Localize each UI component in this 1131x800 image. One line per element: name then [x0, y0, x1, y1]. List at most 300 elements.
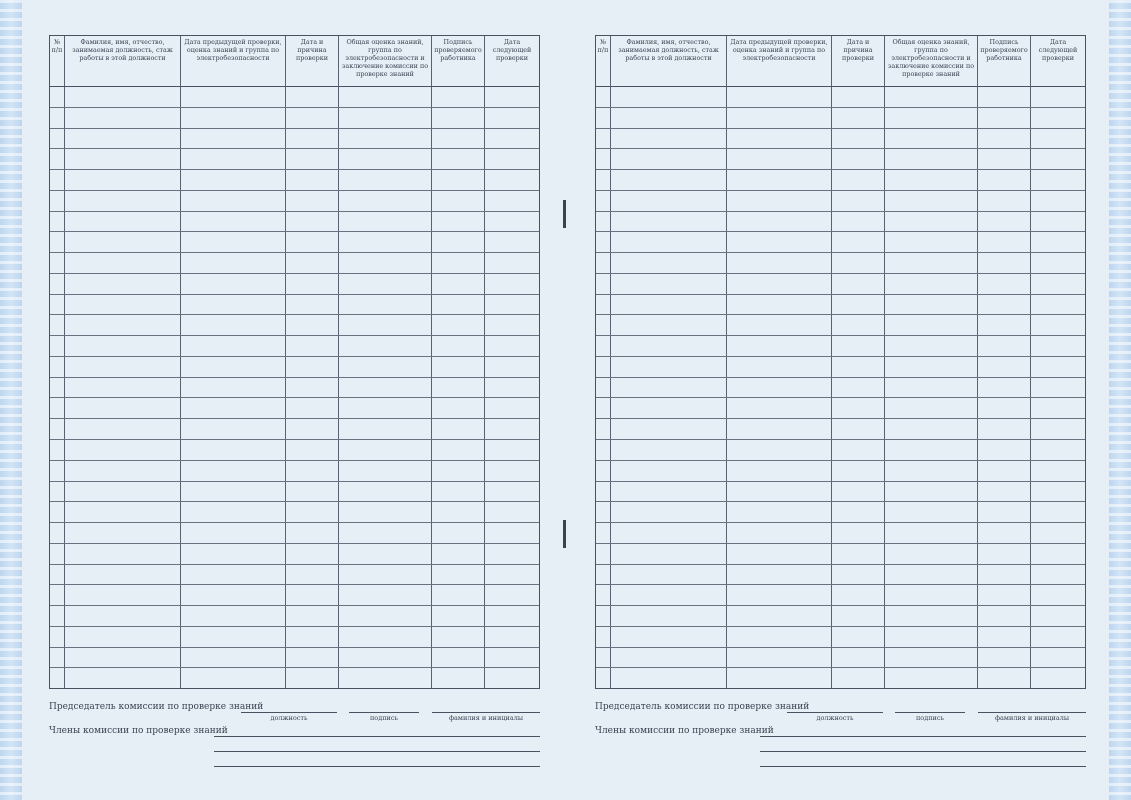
cell-check-date-reason[interactable] — [286, 191, 339, 211]
cell-overall-assessment[interactable] — [339, 191, 432, 211]
cell-name-position[interactable] — [65, 253, 181, 273]
cell-worker-signature[interactable] — [978, 149, 1031, 169]
cell-previous-check[interactable] — [181, 585, 286, 605]
cell-overall-assessment[interactable] — [885, 461, 978, 481]
cell-next-check[interactable] — [485, 274, 539, 294]
cell-next-check[interactable] — [485, 191, 539, 211]
cell-worker-signature[interactable] — [432, 212, 485, 232]
cell-previous-check[interactable] — [181, 108, 286, 128]
cell-next-check[interactable] — [1031, 585, 1085, 605]
cell-check-date-reason[interactable] — [286, 129, 339, 149]
cell-worker-signature[interactable] — [432, 461, 485, 481]
cell-previous-check[interactable] — [181, 149, 286, 169]
cell-previous-check[interactable] — [727, 253, 832, 273]
cell-check-date-reason[interactable] — [286, 149, 339, 169]
chair-name-line[interactable] — [978, 712, 1086, 713]
cell-check-date-reason[interactable] — [286, 336, 339, 356]
cell-name-position[interactable] — [611, 191, 727, 211]
cell-check-date-reason[interactable] — [286, 627, 339, 647]
cell-name-position[interactable] — [611, 212, 727, 232]
cell-next-check[interactable] — [485, 627, 539, 647]
cell-name-position[interactable] — [611, 627, 727, 647]
cell-overall-assessment[interactable] — [339, 523, 432, 543]
cell-next-check[interactable] — [485, 440, 539, 460]
cell-previous-check[interactable] — [727, 440, 832, 460]
cell-number[interactable] — [50, 191, 65, 211]
cell-check-date-reason[interactable] — [832, 149, 885, 169]
cell-overall-assessment[interactable] — [339, 149, 432, 169]
cell-previous-check[interactable] — [181, 461, 286, 481]
cell-overall-assessment[interactable] — [339, 274, 432, 294]
cell-overall-assessment[interactable] — [339, 502, 432, 522]
cell-worker-signature[interactable] — [432, 108, 485, 128]
cell-check-date-reason[interactable] — [832, 482, 885, 502]
cell-check-date-reason[interactable] — [286, 502, 339, 522]
cell-check-date-reason[interactable] — [832, 419, 885, 439]
cell-name-position[interactable] — [611, 461, 727, 481]
cell-number[interactable] — [50, 627, 65, 647]
cell-number[interactable] — [50, 170, 65, 190]
cell-name-position[interactable] — [65, 357, 181, 377]
cell-check-date-reason[interactable] — [286, 398, 339, 418]
cell-worker-signature[interactable] — [978, 502, 1031, 522]
cell-overall-assessment[interactable] — [885, 668, 978, 688]
cell-next-check[interactable] — [485, 668, 539, 688]
cell-previous-check[interactable] — [181, 627, 286, 647]
cell-worker-signature[interactable] — [978, 191, 1031, 211]
members-line-2[interactable] — [214, 751, 540, 752]
cell-name-position[interactable] — [611, 502, 727, 522]
cell-previous-check[interactable] — [181, 232, 286, 252]
cell-number[interactable] — [596, 336, 611, 356]
chair-name-line[interactable] — [432, 712, 540, 713]
cell-worker-signature[interactable] — [978, 87, 1031, 107]
cell-worker-signature[interactable] — [432, 170, 485, 190]
cell-next-check[interactable] — [1031, 378, 1085, 398]
cell-next-check[interactable] — [1031, 170, 1085, 190]
cell-worker-signature[interactable] — [978, 440, 1031, 460]
cell-name-position[interactable] — [611, 129, 727, 149]
members-line-1[interactable] — [760, 736, 1086, 737]
cell-number[interactable] — [596, 378, 611, 398]
cell-check-date-reason[interactable] — [286, 108, 339, 128]
cell-worker-signature[interactable] — [978, 357, 1031, 377]
cell-name-position[interactable] — [611, 523, 727, 543]
cell-check-date-reason[interactable] — [832, 565, 885, 585]
cell-check-date-reason[interactable] — [832, 212, 885, 232]
cell-overall-assessment[interactable] — [885, 336, 978, 356]
cell-name-position[interactable] — [611, 398, 727, 418]
cell-number[interactable] — [596, 398, 611, 418]
cell-name-position[interactable] — [65, 108, 181, 128]
cell-number[interactable] — [50, 502, 65, 522]
cell-check-date-reason[interactable] — [832, 461, 885, 481]
cell-name-position[interactable] — [65, 565, 181, 585]
cell-check-date-reason[interactable] — [832, 108, 885, 128]
cell-next-check[interactable] — [485, 502, 539, 522]
cell-next-check[interactable] — [485, 315, 539, 335]
cell-name-position[interactable] — [611, 295, 727, 315]
cell-previous-check[interactable] — [727, 129, 832, 149]
cell-number[interactable] — [596, 253, 611, 273]
cell-check-date-reason[interactable] — [832, 627, 885, 647]
cell-previous-check[interactable] — [181, 274, 286, 294]
cell-worker-signature[interactable] — [978, 212, 1031, 232]
cell-overall-assessment[interactable] — [885, 523, 978, 543]
cell-number[interactable] — [50, 108, 65, 128]
cell-overall-assessment[interactable] — [339, 544, 432, 564]
cell-overall-assessment[interactable] — [339, 482, 432, 502]
cell-previous-check[interactable] — [727, 170, 832, 190]
cell-name-position[interactable] — [65, 482, 181, 502]
cell-worker-signature[interactable] — [432, 87, 485, 107]
cell-name-position[interactable] — [611, 108, 727, 128]
cell-overall-assessment[interactable] — [885, 274, 978, 294]
cell-name-position[interactable] — [65, 419, 181, 439]
cell-overall-assessment[interactable] — [339, 461, 432, 481]
cell-worker-signature[interactable] — [978, 170, 1031, 190]
cell-number[interactable] — [50, 544, 65, 564]
cell-name-position[interactable] — [65, 440, 181, 460]
cell-next-check[interactable] — [1031, 440, 1085, 460]
cell-previous-check[interactable] — [727, 87, 832, 107]
cell-overall-assessment[interactable] — [339, 357, 432, 377]
cell-check-date-reason[interactable] — [286, 606, 339, 626]
cell-check-date-reason[interactable] — [832, 253, 885, 273]
cell-check-date-reason[interactable] — [832, 668, 885, 688]
cell-number[interactable] — [596, 129, 611, 149]
cell-overall-assessment[interactable] — [339, 398, 432, 418]
cell-number[interactable] — [50, 129, 65, 149]
cell-next-check[interactable] — [1031, 108, 1085, 128]
cell-overall-assessment[interactable] — [885, 544, 978, 564]
cell-worker-signature[interactable] — [432, 440, 485, 460]
cell-previous-check[interactable] — [727, 606, 832, 626]
cell-previous-check[interactable] — [181, 565, 286, 585]
cell-name-position[interactable] — [65, 129, 181, 149]
cell-worker-signature[interactable] — [432, 482, 485, 502]
cell-previous-check[interactable] — [181, 315, 286, 335]
cell-number[interactable] — [596, 149, 611, 169]
cell-check-date-reason[interactable] — [286, 544, 339, 564]
cell-overall-assessment[interactable] — [885, 315, 978, 335]
cell-overall-assessment[interactable] — [885, 170, 978, 190]
cell-check-date-reason[interactable] — [832, 170, 885, 190]
cell-previous-check[interactable] — [727, 108, 832, 128]
cell-worker-signature[interactable] — [432, 378, 485, 398]
cell-number[interactable] — [50, 336, 65, 356]
cell-number[interactable] — [50, 482, 65, 502]
cell-overall-assessment[interactable] — [339, 212, 432, 232]
cell-number[interactable] — [50, 440, 65, 460]
cell-next-check[interactable] — [1031, 461, 1085, 481]
cell-number[interactable] — [596, 523, 611, 543]
cell-next-check[interactable] — [485, 108, 539, 128]
cell-check-date-reason[interactable] — [286, 461, 339, 481]
cell-next-check[interactable] — [1031, 398, 1085, 418]
cell-previous-check[interactable] — [181, 87, 286, 107]
cell-name-position[interactable] — [611, 336, 727, 356]
cell-next-check[interactable] — [485, 253, 539, 273]
cell-worker-signature[interactable] — [432, 129, 485, 149]
cell-next-check[interactable] — [485, 357, 539, 377]
cell-worker-signature[interactable] — [978, 523, 1031, 543]
cell-previous-check[interactable] — [727, 419, 832, 439]
cell-name-position[interactable] — [611, 87, 727, 107]
cell-next-check[interactable] — [1031, 544, 1085, 564]
cell-worker-signature[interactable] — [978, 606, 1031, 626]
cell-name-position[interactable] — [611, 170, 727, 190]
cell-overall-assessment[interactable] — [339, 606, 432, 626]
cell-worker-signature[interactable] — [432, 565, 485, 585]
cell-next-check[interactable] — [1031, 253, 1085, 273]
cell-name-position[interactable] — [65, 502, 181, 522]
cell-name-position[interactable] — [65, 191, 181, 211]
cell-previous-check[interactable] — [727, 461, 832, 481]
cell-number[interactable] — [50, 648, 65, 668]
cell-check-date-reason[interactable] — [286, 419, 339, 439]
cell-worker-signature[interactable] — [432, 648, 485, 668]
cell-overall-assessment[interactable] — [885, 87, 978, 107]
cell-next-check[interactable] — [1031, 129, 1085, 149]
cell-name-position[interactable] — [65, 668, 181, 688]
cell-overall-assessment[interactable] — [885, 419, 978, 439]
cell-overall-assessment[interactable] — [885, 253, 978, 273]
cell-next-check[interactable] — [485, 544, 539, 564]
cell-next-check[interactable] — [1031, 315, 1085, 335]
cell-overall-assessment[interactable] — [885, 108, 978, 128]
cell-name-position[interactable] — [65, 212, 181, 232]
cell-name-position[interactable] — [611, 544, 727, 564]
cell-previous-check[interactable] — [181, 440, 286, 460]
cell-number[interactable] — [596, 461, 611, 481]
cell-number[interactable] — [50, 295, 65, 315]
cell-worker-signature[interactable] — [432, 232, 485, 252]
cell-previous-check[interactable] — [181, 523, 286, 543]
cell-previous-check[interactable] — [181, 253, 286, 273]
cell-next-check[interactable] — [1031, 274, 1085, 294]
cell-name-position[interactable] — [65, 295, 181, 315]
cell-overall-assessment[interactable] — [339, 108, 432, 128]
cell-check-date-reason[interactable] — [286, 87, 339, 107]
cell-previous-check[interactable] — [727, 357, 832, 377]
cell-name-position[interactable] — [611, 606, 727, 626]
cell-next-check[interactable] — [485, 170, 539, 190]
cell-overall-assessment[interactable] — [339, 378, 432, 398]
cell-previous-check[interactable] — [181, 606, 286, 626]
cell-check-date-reason[interactable] — [286, 232, 339, 252]
cell-name-position[interactable] — [611, 668, 727, 688]
cell-check-date-reason[interactable] — [832, 398, 885, 418]
cell-number[interactable] — [596, 315, 611, 335]
cell-name-position[interactable] — [65, 336, 181, 356]
cell-previous-check[interactable] — [727, 627, 832, 647]
cell-number[interactable] — [50, 149, 65, 169]
cell-worker-signature[interactable] — [432, 274, 485, 294]
cell-worker-signature[interactable] — [432, 544, 485, 564]
cell-name-position[interactable] — [65, 398, 181, 418]
cell-previous-check[interactable] — [181, 378, 286, 398]
cell-check-date-reason[interactable] — [286, 668, 339, 688]
cell-name-position[interactable] — [611, 482, 727, 502]
cell-overall-assessment[interactable] — [885, 149, 978, 169]
cell-previous-check[interactable] — [181, 129, 286, 149]
cell-name-position[interactable] — [611, 585, 727, 605]
cell-number[interactable] — [596, 108, 611, 128]
cell-previous-check[interactable] — [727, 523, 832, 543]
cell-check-date-reason[interactable] — [832, 295, 885, 315]
cell-check-date-reason[interactable] — [832, 585, 885, 605]
cell-number[interactable] — [50, 523, 65, 543]
cell-next-check[interactable] — [485, 87, 539, 107]
cell-worker-signature[interactable] — [978, 461, 1031, 481]
cell-number[interactable] — [50, 232, 65, 252]
cell-name-position[interactable] — [65, 544, 181, 564]
cell-overall-assessment[interactable] — [339, 440, 432, 460]
cell-overall-assessment[interactable] — [339, 668, 432, 688]
cell-name-position[interactable] — [611, 378, 727, 398]
cell-overall-assessment[interactable] — [885, 398, 978, 418]
chair-signature-line[interactable] — [349, 712, 419, 713]
cell-overall-assessment[interactable] — [885, 606, 978, 626]
cell-next-check[interactable] — [1031, 502, 1085, 522]
cell-name-position[interactable] — [611, 253, 727, 273]
cell-name-position[interactable] — [611, 419, 727, 439]
cell-name-position[interactable] — [65, 461, 181, 481]
cell-previous-check[interactable] — [181, 544, 286, 564]
cell-next-check[interactable] — [485, 336, 539, 356]
cell-check-date-reason[interactable] — [832, 87, 885, 107]
cell-worker-signature[interactable] — [978, 108, 1031, 128]
cell-number[interactable] — [596, 544, 611, 564]
cell-number[interactable] — [596, 170, 611, 190]
cell-number[interactable] — [50, 315, 65, 335]
cell-number[interactable] — [596, 87, 611, 107]
cell-next-check[interactable] — [485, 461, 539, 481]
cell-overall-assessment[interactable] — [339, 648, 432, 668]
cell-overall-assessment[interactable] — [339, 295, 432, 315]
cell-previous-check[interactable] — [727, 585, 832, 605]
cell-overall-assessment[interactable] — [885, 627, 978, 647]
cell-next-check[interactable] — [485, 378, 539, 398]
cell-check-date-reason[interactable] — [286, 482, 339, 502]
cell-next-check[interactable] — [1031, 482, 1085, 502]
cell-overall-assessment[interactable] — [885, 191, 978, 211]
cell-check-date-reason[interactable] — [286, 378, 339, 398]
cell-number[interactable] — [596, 232, 611, 252]
cell-number[interactable] — [50, 419, 65, 439]
cell-name-position[interactable] — [65, 627, 181, 647]
cell-number[interactable] — [50, 357, 65, 377]
cell-previous-check[interactable] — [727, 212, 832, 232]
cell-worker-signature[interactable] — [978, 482, 1031, 502]
cell-name-position[interactable] — [611, 357, 727, 377]
cell-name-position[interactable] — [65, 315, 181, 335]
cell-name-position[interactable] — [65, 149, 181, 169]
cell-number[interactable] — [596, 191, 611, 211]
cell-number[interactable] — [596, 585, 611, 605]
cell-worker-signature[interactable] — [978, 565, 1031, 585]
cell-overall-assessment[interactable] — [885, 378, 978, 398]
cell-overall-assessment[interactable] — [339, 232, 432, 252]
cell-next-check[interactable] — [1031, 87, 1085, 107]
cell-overall-assessment[interactable] — [339, 585, 432, 605]
cell-number[interactable] — [596, 274, 611, 294]
cell-next-check[interactable] — [1031, 627, 1085, 647]
chair-signature-line[interactable] — [895, 712, 965, 713]
cell-number[interactable] — [50, 461, 65, 481]
cell-next-check[interactable] — [1031, 606, 1085, 626]
cell-name-position[interactable] — [65, 170, 181, 190]
cell-worker-signature[interactable] — [432, 315, 485, 335]
cell-name-position[interactable] — [611, 565, 727, 585]
cell-previous-check[interactable] — [727, 398, 832, 418]
cell-previous-check[interactable] — [727, 544, 832, 564]
cell-name-position[interactable] — [65, 585, 181, 605]
cell-overall-assessment[interactable] — [885, 585, 978, 605]
cell-check-date-reason[interactable] — [832, 606, 885, 626]
cell-worker-signature[interactable] — [432, 253, 485, 273]
cell-check-date-reason[interactable] — [286, 648, 339, 668]
cell-previous-check[interactable] — [727, 378, 832, 398]
cell-overall-assessment[interactable] — [339, 253, 432, 273]
cell-worker-signature[interactable] — [432, 523, 485, 543]
cell-next-check[interactable] — [1031, 232, 1085, 252]
cell-number[interactable] — [50, 398, 65, 418]
cell-number[interactable] — [596, 419, 611, 439]
cell-check-date-reason[interactable] — [286, 253, 339, 273]
cell-overall-assessment[interactable] — [339, 336, 432, 356]
cell-number[interactable] — [50, 668, 65, 688]
cell-worker-signature[interactable] — [432, 627, 485, 647]
cell-number[interactable] — [596, 606, 611, 626]
cell-check-date-reason[interactable] — [286, 440, 339, 460]
cell-check-date-reason[interactable] — [286, 212, 339, 232]
cell-name-position[interactable] — [65, 606, 181, 626]
cell-next-check[interactable] — [485, 295, 539, 315]
chair-position-line[interactable] — [787, 712, 883, 713]
cell-check-date-reason[interactable] — [832, 232, 885, 252]
cell-next-check[interactable] — [1031, 648, 1085, 668]
cell-previous-check[interactable] — [181, 295, 286, 315]
cell-next-check[interactable] — [1031, 668, 1085, 688]
cell-worker-signature[interactable] — [432, 357, 485, 377]
cell-check-date-reason[interactable] — [832, 523, 885, 543]
cell-next-check[interactable] — [485, 606, 539, 626]
cell-next-check[interactable] — [1031, 212, 1085, 232]
cell-number[interactable] — [596, 295, 611, 315]
cell-previous-check[interactable] — [181, 668, 286, 688]
cell-check-date-reason[interactable] — [286, 585, 339, 605]
cell-overall-assessment[interactable] — [885, 232, 978, 252]
cell-number[interactable] — [50, 565, 65, 585]
cell-previous-check[interactable] — [181, 648, 286, 668]
cell-worker-signature[interactable] — [978, 253, 1031, 273]
cell-worker-signature[interactable] — [978, 295, 1031, 315]
cell-next-check[interactable] — [485, 482, 539, 502]
cell-overall-assessment[interactable] — [339, 627, 432, 647]
cell-previous-check[interactable] — [181, 419, 286, 439]
cell-number[interactable] — [596, 502, 611, 522]
cell-previous-check[interactable] — [727, 565, 832, 585]
cell-worker-signature[interactable] — [978, 627, 1031, 647]
cell-worker-signature[interactable] — [432, 398, 485, 418]
cell-previous-check[interactable] — [727, 502, 832, 522]
cell-overall-assessment[interactable] — [339, 87, 432, 107]
cell-worker-signature[interactable] — [432, 502, 485, 522]
cell-check-date-reason[interactable] — [832, 357, 885, 377]
cell-next-check[interactable] — [485, 212, 539, 232]
